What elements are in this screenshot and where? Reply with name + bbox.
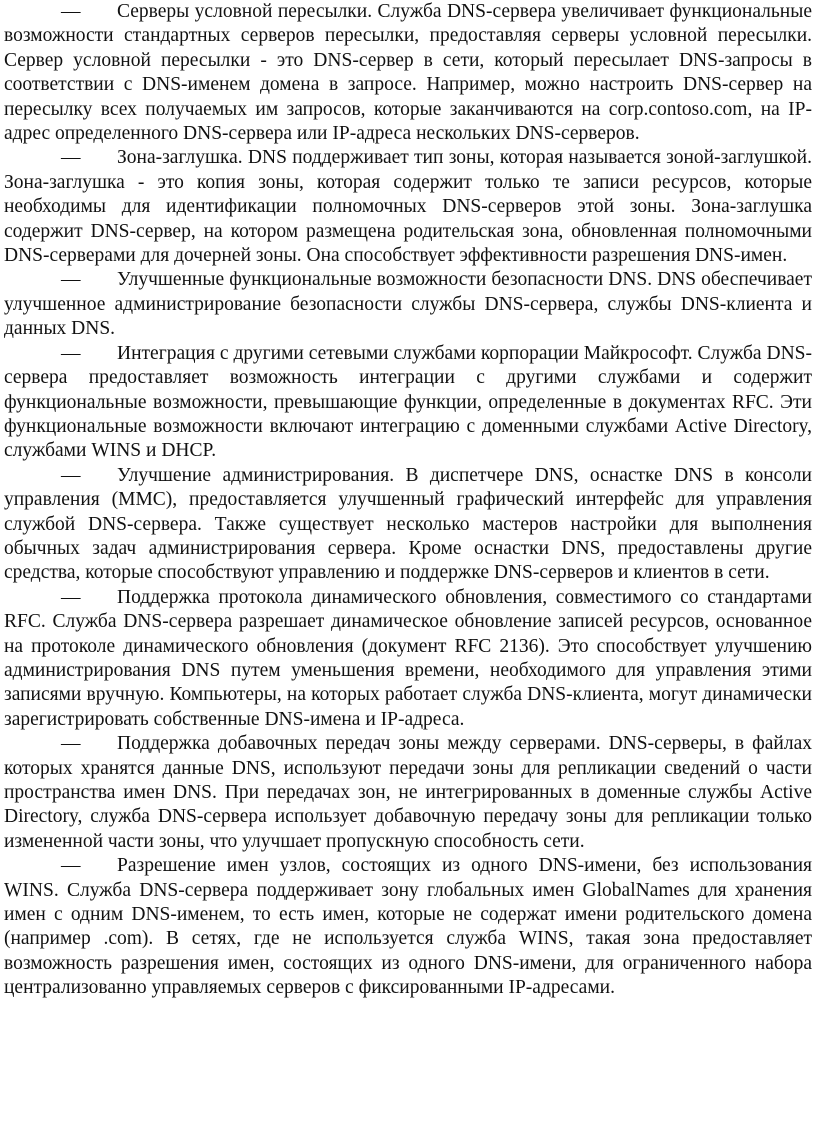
paragraph-text: Серверы условной пересылки. Служба DNS-сервера увеличивает функциональные возможности стандартных серверов пересылки, предоставляя серверы условной пересылки. Сервер условной пересылки - это DNS-сервер в сети, который пересылает DNS-запросы в соответствии с DNS-именем домена в запросе. Например, можно настроить DNS-сервер на пересылку всех получаемых им запросов, которые заканчиваются на corp.contoso.com, на IP-адрес определенного DNS-сервера или IP-адреса нескольких DNS-серверов. <box>4 1 812 145</box>
bullet-dash: — <box>61 342 81 364</box>
bullet-dash: — <box>61 1 81 22</box>
paragraph-text: Улучшенные функциональные возможности безопасности DNS. DNS обеспечивает улучшенное администрирование безопасности службы DNS-сервера, службы DNS-клиента и данных DNS. <box>4 269 812 340</box>
paragraph-conditional-forwarders <box>4 0 812 146</box>
bullet-dash: — <box>61 586 81 608</box>
paragraph-text: Зона-заглушка. DNS поддерживает тип зоны, которая называется зоной-заглушкой. Зона-заглушка - это копия зоны, которая содержит только те записи ресурсов, которые необходимы для идентификации полномочных DNS-серверов этой зоны. Зона-заглушка содержит DNS-сервер, на котором размещена родительская зона, обновленная полномочными DNS-серверами для дочерней зоны. Она способствует эффективности разрешения DNS-имен. <box>4 147 812 267</box>
paragraph-stub-zone <box>4 146 812 268</box>
paragraph-dns-security <box>4 268 812 341</box>
paragraph-text: Интеграция с другими сетевыми службами корпорации Майкрософт. Служба DNS-сервера предоставляет возможность интеграции с другими службами и содержит функциональные возможности, превышающие функции, определенные в документах RFC. Эти функциональные возможности включают интеграцию с доменными службами Active Directory, службами WINS и DHCP. <box>4 342 812 462</box>
bullet-dash: — <box>61 147 81 169</box>
bullet-dash: — <box>61 855 81 877</box>
paragraph-single-label-names <box>4 854 812 1000</box>
paragraph-dynamic-update <box>4 586 812 732</box>
paragraph-integration <box>4 342 812 464</box>
paragraph-text: Поддержка протокола динамического обновления, совместимого со стандартами RFC. Служба DNS-сервера разрешает динамическое обновление записей ресурсов, основанное на протоколе динамического обновления (документ RFC 2136). Это способствует улучшению администрирования DNS путем уменьшения времени, необходимого для управления этими записями вручную. Компьютеры, на которых работает служба DNS-клиента, могут динамически зарегистрировать собственные DNS-имена и IP-адреса. <box>4 586 812 730</box>
paragraph-administration <box>4 464 812 586</box>
paragraph-text: Разрешение имен узлов, состоящих из одного DNS-имени, без использования WINS. Служба DNS-сервера поддерживает зону глобальных имен GlobalNames для хранения имен с одним DNS-именем, то есть имен, которые не содержат имени родительского домена (например .com). В сетях, где не используется служба WINS, такая зона предоставляет возможность разрешения имен, состоящих из одного DNS-имени, для ограниченного набора централизованно управляемых серверов с фиксированными IP-адресами. <box>4 855 812 999</box>
bullet-dash: — <box>61 269 81 291</box>
paragraph-text: Поддержка добавочных передач зоны между серверами. DNS-серверы, в файлах которых хранятся данные DNS, используют передачи зоны для репликации сведений о части пространства имен DNS. При передачах зон, не интегрированных в доменные службы Active Directory, служба DNS-сервера использует добавочную передачу зоны для репликации только измененной части зоны, что улучшает пропускную способность сети. <box>4 733 812 852</box>
bullet-dash: — <box>61 733 81 755</box>
bullet-dash: — <box>61 464 81 486</box>
paragraph-incremental-transfer <box>4 732 812 854</box>
paragraph-text: Улучшение администрирования. В диспетчере DNS, оснастке DNS в консоли управления (MMC), предоставляется улучшенный графический интерфейс для управления службой DNS-сервера. Также существует несколько мастеров настройки для выполнения обычных задач администрирования сервера. Кроме оснастки DNS, предоставлены другие средства, которые способствуют управлению и поддержке DNS-серверов и клиентов в сети. <box>4 464 812 584</box>
